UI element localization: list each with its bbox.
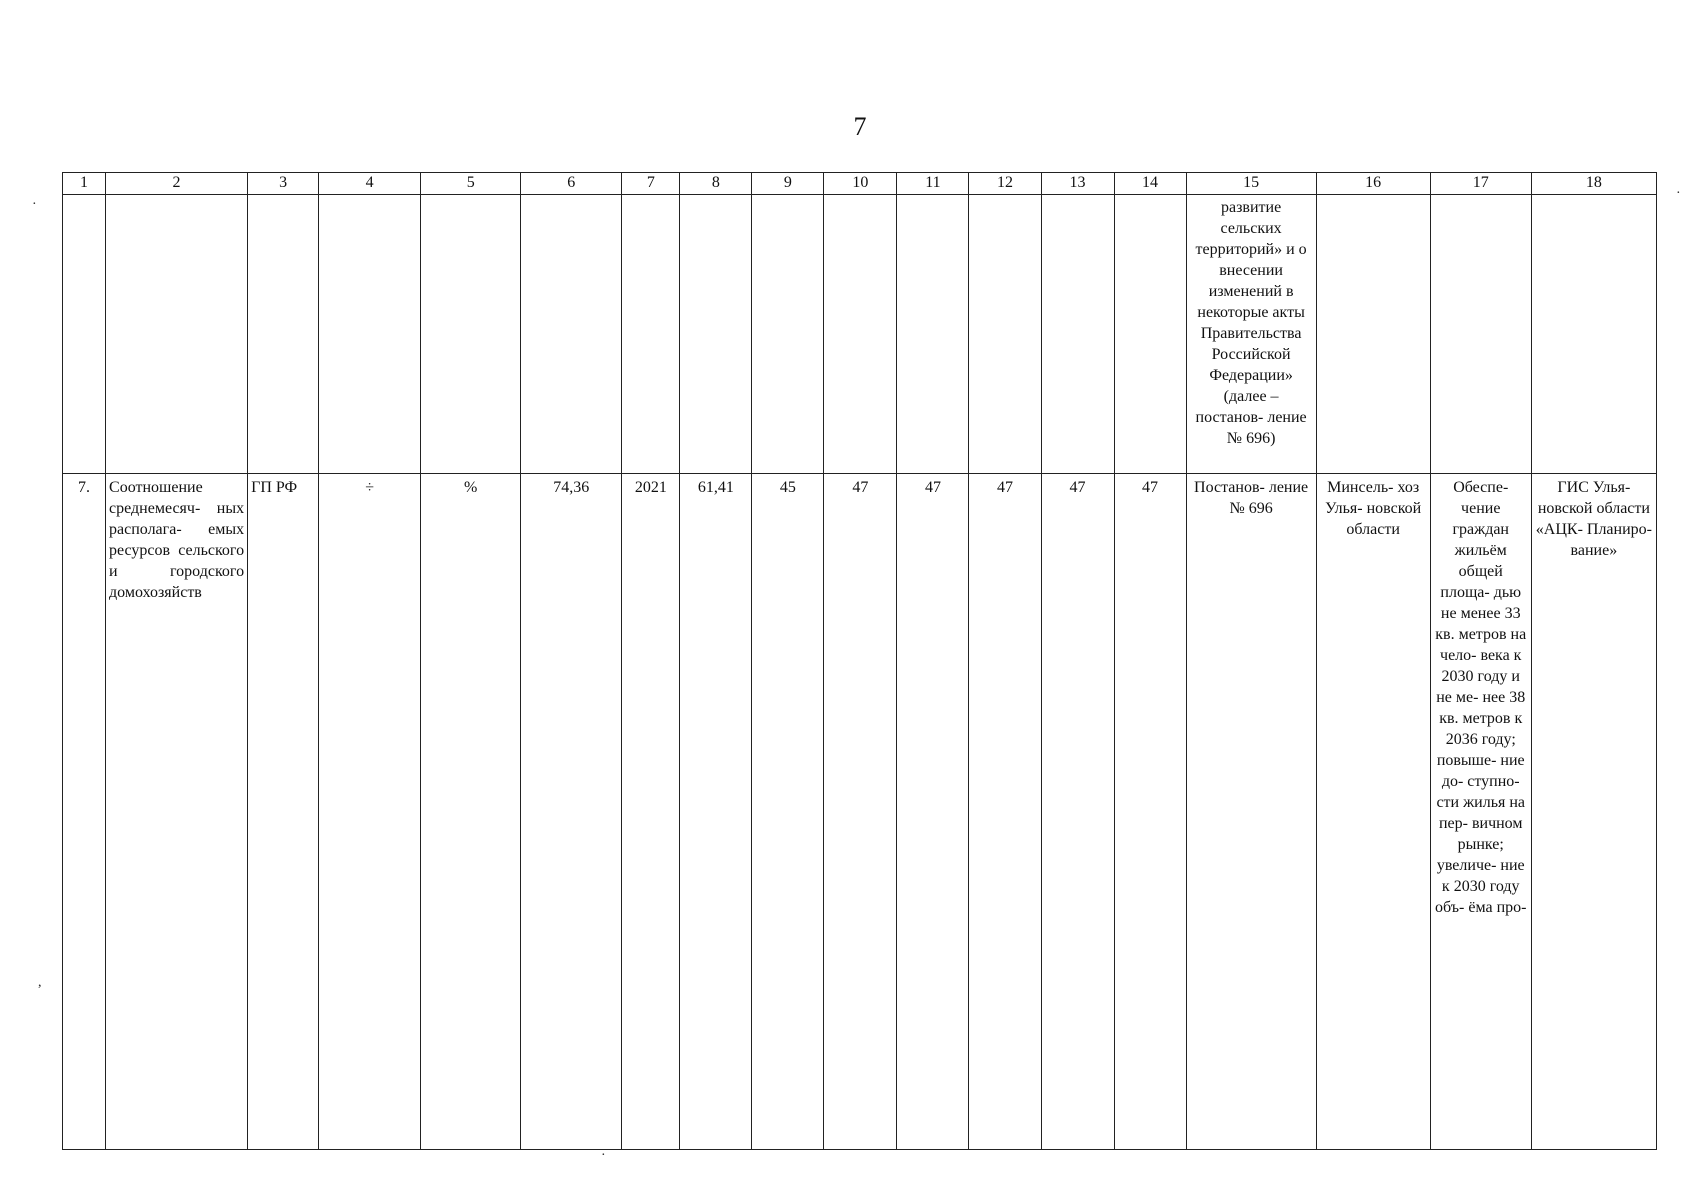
value-col-13: 47 xyxy=(1041,474,1114,1150)
scan-mark: · xyxy=(601,1148,606,1163)
value-col-14: 47 xyxy=(1114,474,1186,1150)
column-number: 7 xyxy=(622,173,680,195)
value-col-10: 47 xyxy=(824,474,897,1150)
base-year: 2021 xyxy=(622,474,680,1150)
column-number-row xyxy=(63,173,1657,195)
column-number: 9 xyxy=(752,173,824,195)
empty-cell xyxy=(63,195,106,474)
empty-cell xyxy=(1114,195,1186,474)
column-number: 12 xyxy=(969,173,1041,195)
empty-cell xyxy=(319,195,421,474)
information-system: ГИС Улья- новской области «АЦК- Планиро- вание» xyxy=(1531,474,1656,1150)
empty-cell xyxy=(1531,195,1656,474)
indicator-source: ГП РФ xyxy=(248,474,319,1150)
column-number: 18 xyxy=(1531,173,1656,195)
column-number: 11 xyxy=(897,173,969,195)
scan-mark: · xyxy=(1676,186,1681,201)
column-number: 16 xyxy=(1316,173,1430,195)
responsible-body: Минсель- хоз Улья- новской области xyxy=(1316,474,1430,1150)
empty-cell xyxy=(521,195,622,474)
empty-cell xyxy=(1041,195,1114,474)
column-number: 14 xyxy=(1114,173,1186,195)
empty-cell xyxy=(1430,195,1531,474)
column-number: 17 xyxy=(1430,173,1531,195)
empty-cell xyxy=(680,195,752,474)
column-number: 4 xyxy=(319,173,421,195)
column-number: 15 xyxy=(1186,173,1316,195)
column-number: 13 xyxy=(1041,173,1114,195)
value-col-9: 45 xyxy=(752,474,824,1150)
scan-mark: , xyxy=(38,975,42,990)
unit-of-measure: % xyxy=(421,474,521,1150)
column-number: 1 xyxy=(63,173,106,195)
empty-cell xyxy=(824,195,897,474)
column-number: 5 xyxy=(421,173,521,195)
column-number: 8 xyxy=(680,173,752,195)
empty-cell xyxy=(248,195,319,474)
value-col-12: 47 xyxy=(969,474,1041,1150)
column-number: 2 xyxy=(106,173,248,195)
empty-cell xyxy=(1316,195,1430,474)
continued-legal-act-text: развитие сельских территорий» и о внесении изменений в некоторые акты Правительства Российской Федерации» (далее – постанов- ление № 696) xyxy=(1186,195,1316,474)
empty-cell xyxy=(752,195,824,474)
table-row xyxy=(63,474,1657,1150)
scan-mark: · xyxy=(32,197,37,212)
page-number: 7 xyxy=(853,112,867,141)
continuation-row xyxy=(63,195,1657,474)
indicator-name: Соотношение среднемесяч- ных располага- емых ресурсов сельского и городского домохозяйств xyxy=(106,474,248,1150)
column-number: 3 xyxy=(248,173,319,195)
row-number: 7. xyxy=(63,474,106,1150)
empty-cell xyxy=(969,195,1041,474)
base-value: 74,36 xyxy=(521,474,622,1150)
expected-result: Обеспе- чение граждан жильём общей площа- дью не менее 33 кв. метров на чело- века к 2030 году и не ме- нее 38 кв. метров к 2036 году; повыше- ние до- ступно- сти жилья на пер- вичном рынке; увеличе- ние к 2030 году объ- ёма про- xyxy=(1430,474,1531,1150)
empty-cell xyxy=(106,195,248,474)
empty-cell xyxy=(421,195,521,474)
empty-cell xyxy=(622,195,680,474)
legal-act: Постанов- ление № 696 xyxy=(1186,474,1316,1150)
trend-direction: ÷ xyxy=(319,474,421,1150)
column-number: 10 xyxy=(824,173,897,195)
value-col-8: 61,41 xyxy=(680,474,752,1150)
indicators-table xyxy=(62,172,1657,1150)
value-col-11: 47 xyxy=(897,474,969,1150)
empty-cell xyxy=(897,195,969,474)
column-number: 6 xyxy=(521,173,622,195)
